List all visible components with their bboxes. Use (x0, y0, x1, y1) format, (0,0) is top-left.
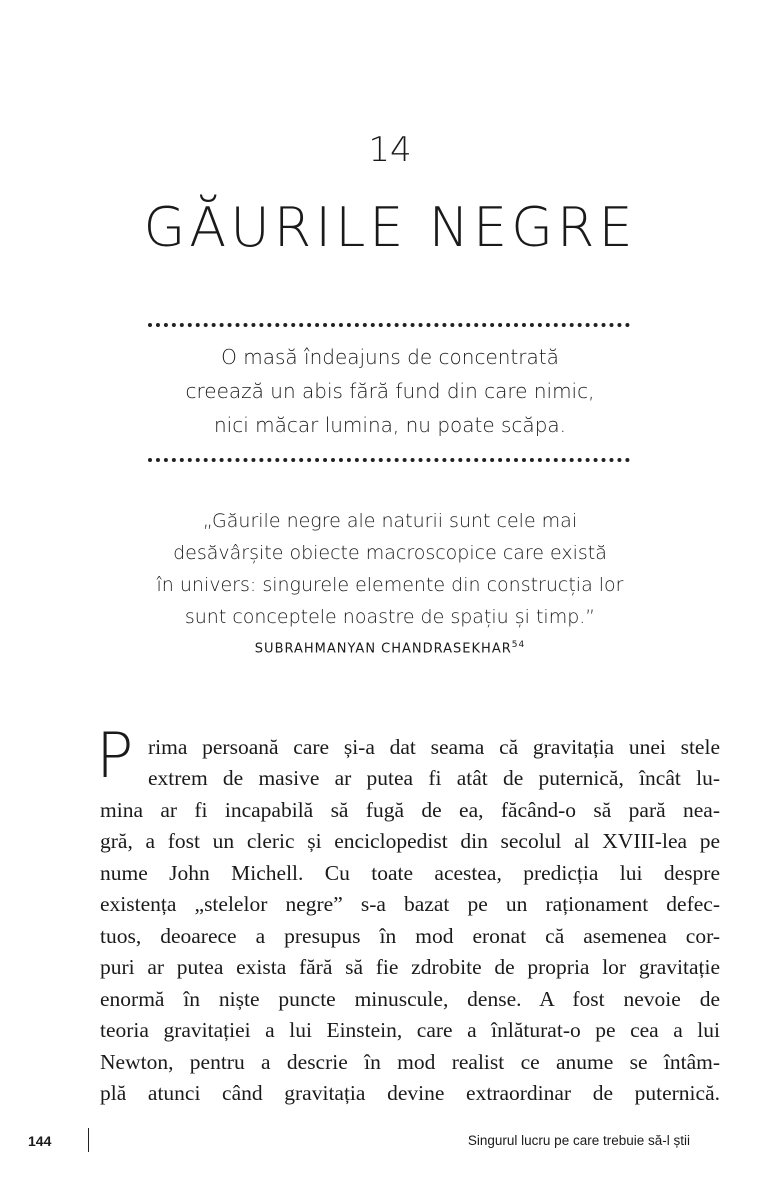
running-head: Singurul lucru pe care trebuie să-l știi (467, 1133, 690, 1148)
footnote-reference: 54 (511, 640, 526, 650)
epigraph-line: „Găurile negre ale naturii sunt cele mai (202, 510, 578, 532)
epigraph-attribution (0, 640, 780, 656)
body-line: enormă în niște puncte minuscule, dense. A fost nevoie de (100, 987, 720, 1011)
epigraph-line: în univers: singurele elemente din construcția lor (156, 574, 624, 596)
body-line: gră, a fost un cleric și enciclopedist din secolul al XVIII-lea pe (100, 829, 720, 853)
body-line: puri ar putea exista fără să fie zdrobite de propria lor gravitație (100, 955, 720, 979)
summary-line: creează un abis fără fund din care nimic, (185, 379, 595, 403)
body-line: teoria gravitației a lui Einstein, care a înlăturat-o pe cea a lui (100, 1018, 720, 1042)
body-line: nume John Michell. Cu toate acestea, predicția lui despre (100, 861, 720, 885)
dotted-divider-top (148, 323, 630, 327)
body-line: mina ar fi incapabilă să fugă de ea, făcând-o să pară nea- (100, 798, 720, 822)
dotted-divider-bottom (148, 458, 630, 462)
body-line: Newton, pentru a descrie în mod realist ce anume se întâm- (100, 1050, 720, 1074)
epigraph-line: sunt conceptele noastre de spațiu și timp.” (184, 606, 596, 628)
chapter-number: 14 (368, 130, 412, 170)
footer-divider (88, 1128, 89, 1152)
summary-line: O masă îndeajuns de concentrată (221, 345, 559, 369)
page-number: 144 (28, 1133, 52, 1149)
body-line: rima persoană care și-a dat seama că gravitația unei stele (148, 735, 720, 759)
body-line: plă atunci când gravitația devine extraordinar de puternică. (100, 1081, 720, 1105)
epigraph-author: SUBRAHMANYAN CHANDRASEKHAR (254, 641, 512, 657)
body-line: extrem de masive ar putea fi atât de puternică, încât lu- (148, 766, 720, 790)
summary-line: nici măcar lumina, nu poate scăpa. (213, 413, 566, 437)
body-line: tuos, deoarece a presupus în mod eronat că asemenea cor- (100, 924, 720, 948)
body-line: existența „stelelor negre” s-a bazat pe un raționament defec- (100, 892, 720, 916)
chapter-title: GĂURILE NEGRE (143, 196, 637, 259)
epigraph-line: desăvârșite obiecte macroscopice care există (173, 542, 607, 564)
drop-cap: P (96, 719, 134, 792)
